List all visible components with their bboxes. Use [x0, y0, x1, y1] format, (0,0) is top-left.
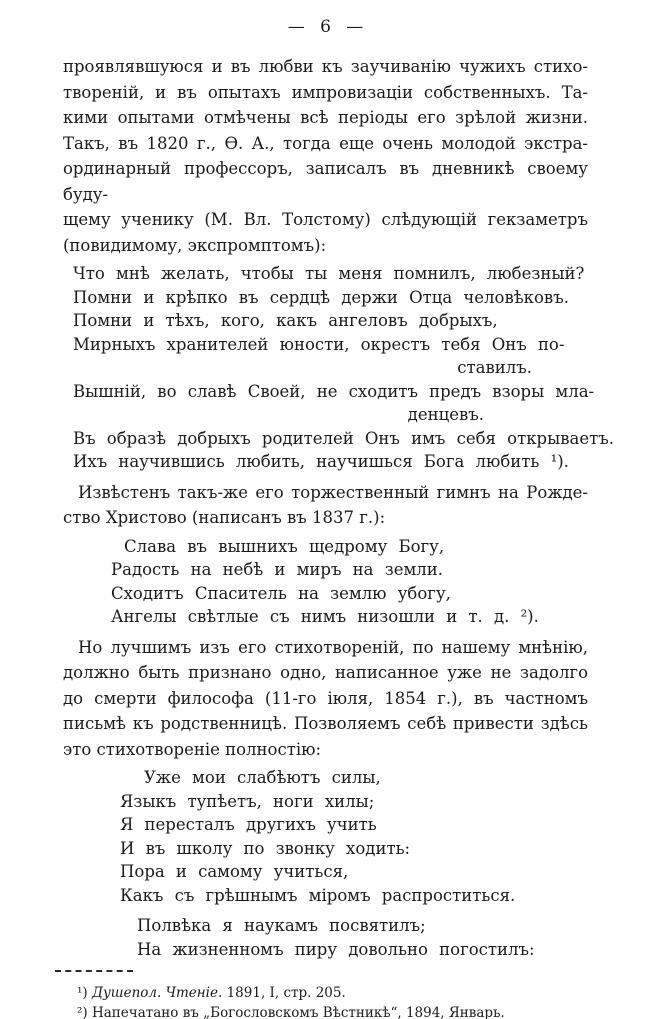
verse-hexameter — [73, 262, 614, 474]
footnote-marker: ¹) — [77, 985, 92, 1001]
verse-line: Въ образѣ добрыхъ родителей Онъ имъ себя открываетъ. — [73, 428, 614, 448]
verse-line: Помни и тѣхъ, кого, какъ ангеловъ добрыхъ, — [73, 311, 498, 330]
paragraph-3 — [63, 635, 588, 763]
footnote-separator — [55, 970, 133, 972]
verse-last-poem-stanza-2 — [137, 914, 588, 961]
verse-line: На жизненномъ пиру довольно погостилъ: — [137, 939, 535, 959]
text-line: Извѣстенъ такъ-же его торжественный гимнъ на Рожде- — [78, 482, 588, 502]
verse-line: Ангелы свѣтлые съ нимъ низошли и т. д. ²). — [111, 607, 539, 626]
text-line: письмѣ къ родственницѣ. Позволяемъ себѣ привести здѣсь — [63, 714, 588, 733]
page-number: — 6 — — [287, 17, 364, 37]
footnote-2 — [63, 1003, 588, 1019]
verse-christmas-hymn — [111, 535, 588, 629]
verse-line: Уже мои слабѣютъ силы, — [144, 768, 381, 787]
text-line: твореній, и въ опытахъ импровизаціи собственныхъ. Та- — [63, 82, 588, 102]
verse-line: Сходитъ Спаситель на землю убогу, — [111, 583, 451, 603]
text-line: до смерти философа (11-го іюля, 1854 г.), въ частномъ — [63, 688, 588, 708]
paragraph-1 — [63, 54, 588, 258]
verse-last-poem-stanza-1 — [120, 766, 588, 907]
verse-line: Слава въ вышнихъ щедрому Богу, — [124, 536, 445, 556]
verse-line: Языкъ тупѣетъ, ноги хилы; — [120, 791, 375, 811]
text-line: щему ученику (М. Вл. Толстому) слѣдующій гекзаметръ — [63, 210, 588, 229]
text-line: должно быть признано одно, написанное уже не задолго — [63, 663, 588, 682]
text-line: проявлявшуюся и въ любви къ заучиванію чужихъ стихо- — [63, 57, 588, 76]
verse-line-continuation: денцевъ. — [407, 405, 484, 424]
verse-line: Вышній, во славѣ Своей, не сходитъ предъ взоры мла- — [73, 381, 595, 401]
footnote-marker: ²) — [77, 1005, 92, 1019]
text-line: Такъ, въ 1820 г., Ѳ. А., тогда еще очень молодой экстра- — [63, 133, 588, 153]
verse-line: Я пересталъ другихъ учить — [120, 815, 377, 834]
footnote-1 — [63, 983, 588, 1003]
verse-line: Радость на небѣ и миръ на земли. — [111, 560, 444, 579]
verse-line: Что мнѣ желать, чтобы ты меня помнилъ, любезный? — [73, 264, 585, 283]
text-line: это стихотвореніе полностію: — [63, 739, 322, 759]
footnote-text: 1891, I, стр. 205. — [222, 985, 346, 1001]
verse-line: Какъ съ грѣшнымъ міромъ распроститься. — [120, 885, 516, 905]
verse-line: Полвѣка я наукамъ посвятилъ; — [137, 916, 426, 935]
verse-line: Ихъ научившись любить, научишься Бога любить ¹). — [73, 452, 569, 471]
text-line: ство Христово (написанъ въ 1837 г.): — [63, 508, 386, 527]
verse-line: И въ школу по звонку ходить: — [120, 838, 411, 858]
verse-line: Пора и самому учиться, — [120, 862, 349, 881]
text-line: Но лучшимъ изъ его стихотвореній, по нашему мнѣнію, — [78, 637, 588, 657]
verse-line: Мирныхъ хранителей юности, окрестъ тебя Онъ по- — [73, 334, 565, 354]
verse-line: Помни и крѣпко въ сердцѣ держи Отца человѣковъ. — [73, 287, 569, 307]
paragraph-2 — [63, 480, 588, 531]
text-line: (повидимому, экспромптомъ): — [63, 235, 327, 255]
text-line: ординарный профессоръ, записалъ въ дневникѣ своему буду- — [63, 159, 588, 204]
verse-line-continuation: ставилъ. — [457, 358, 532, 377]
footnote-source-italic: Душепол. Чтеніе. — [91, 985, 223, 1001]
footnote-text: Напечатано въ „Богословскомъ Вѣстникѣ“, 1894, Январь. — [91, 1005, 505, 1019]
text-line: кими опытами отмѣчены всѣ періоды его зрѣлой жизни. — [63, 108, 588, 127]
